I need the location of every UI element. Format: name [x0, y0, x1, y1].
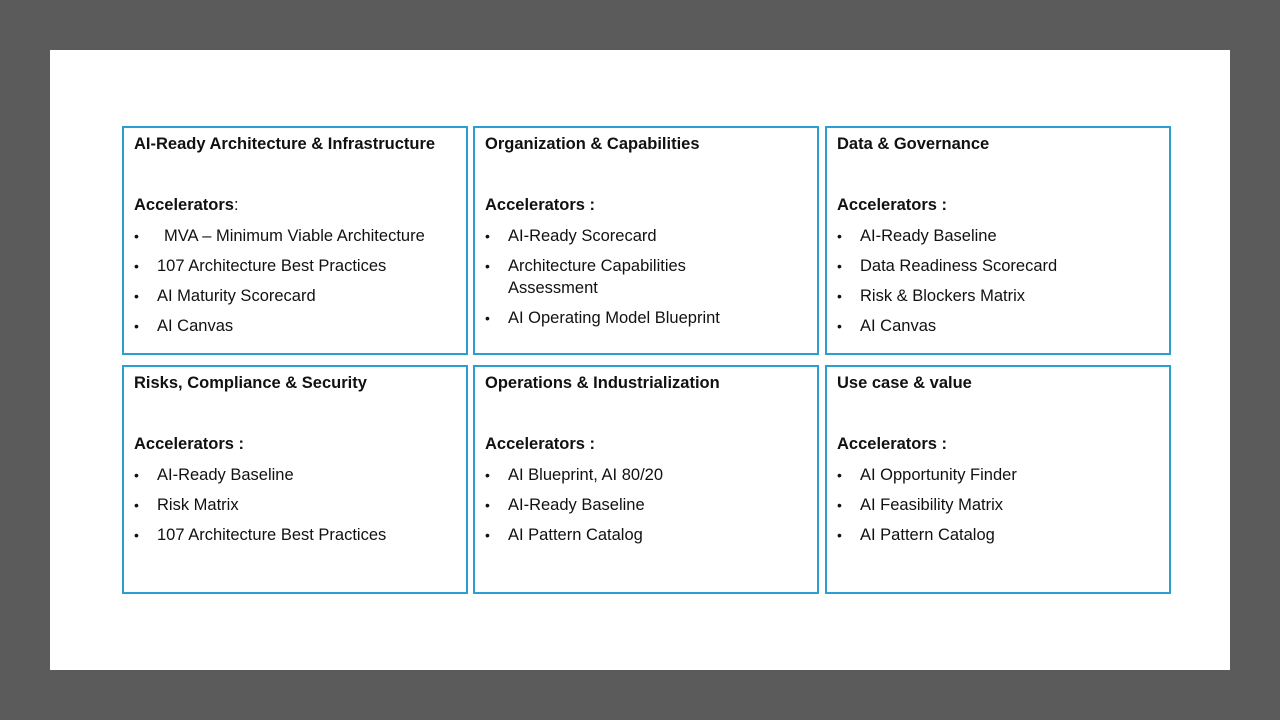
list-item: • Architecture Capabilities Assessment [485, 257, 686, 297]
slide [50, 50, 1230, 670]
list-item: • AI Pattern Catalog [485, 526, 643, 544]
list-item: • Risk & Blockers Matrix [837, 287, 1026, 305]
accelerators-label: Accelerators : [485, 196, 596, 214]
box-operations-industrialization [473, 365, 819, 594]
list-item: • AI Canvas [134, 317, 234, 335]
accelerators-list [134, 464, 456, 546]
list-item: • AI Blueprint, AI 80/20 [485, 466, 664, 484]
box-architecture-infrastructure [122, 126, 468, 355]
box-organization-capabilities [473, 126, 819, 355]
list-item: • 107 Architecture Best Practices [134, 526, 387, 544]
list-item: • AI-Ready Scorecard [485, 227, 657, 245]
box-use-case-value [825, 365, 1171, 594]
list-item: • AI-Ready Baseline [134, 466, 294, 484]
list-item: • AI Opportunity Finder [837, 466, 1017, 484]
list-item: • 107 Architecture Best Practices [134, 257, 387, 275]
list-item: • MVA – Minimum Viable Architecture [134, 227, 425, 245]
accelerators-list [485, 225, 807, 329]
accelerators-list [837, 464, 1159, 546]
accelerators-list [134, 225, 456, 337]
accelerators-label: Accelerators : [485, 435, 596, 453]
box-title: Organization & Capabilities [485, 135, 700, 153]
box-title: Risks, Compliance & Security [134, 374, 367, 392]
accelerators-label: Accelerators : [134, 435, 245, 453]
accelerators-label: Accelerators : [837, 435, 948, 453]
list-item: • AI Pattern Catalog [837, 526, 995, 544]
list-item: • Data Readiness Scorecard [837, 257, 1058, 275]
accelerators-label: Accelerators : [837, 196, 948, 214]
box-title: Data & Governance [837, 135, 990, 153]
box-data-governance [825, 126, 1171, 355]
accelerators-list [837, 225, 1159, 337]
list-item: • AI Feasibility Matrix [837, 496, 1004, 514]
box-title: Operations & Industrialization [485, 374, 720, 392]
accelerators-label: Accelerators: [134, 196, 239, 214]
list-item: • AI Canvas [837, 317, 937, 335]
list-item: • AI Maturity Scorecard [134, 287, 316, 305]
list-item: • AI-Ready Baseline [485, 496, 645, 514]
box-risks-compliance-security [122, 365, 468, 594]
box-title: Use case & value [837, 374, 972, 392]
box-title: AI-Ready Architecture & Infrastructure [134, 135, 436, 153]
list-item: • Risk Matrix [134, 496, 239, 514]
list-item: • AI-Ready Baseline [837, 227, 997, 245]
list-item: • AI Operating Model Blueprint [485, 309, 720, 327]
accelerators-list [485, 464, 807, 546]
